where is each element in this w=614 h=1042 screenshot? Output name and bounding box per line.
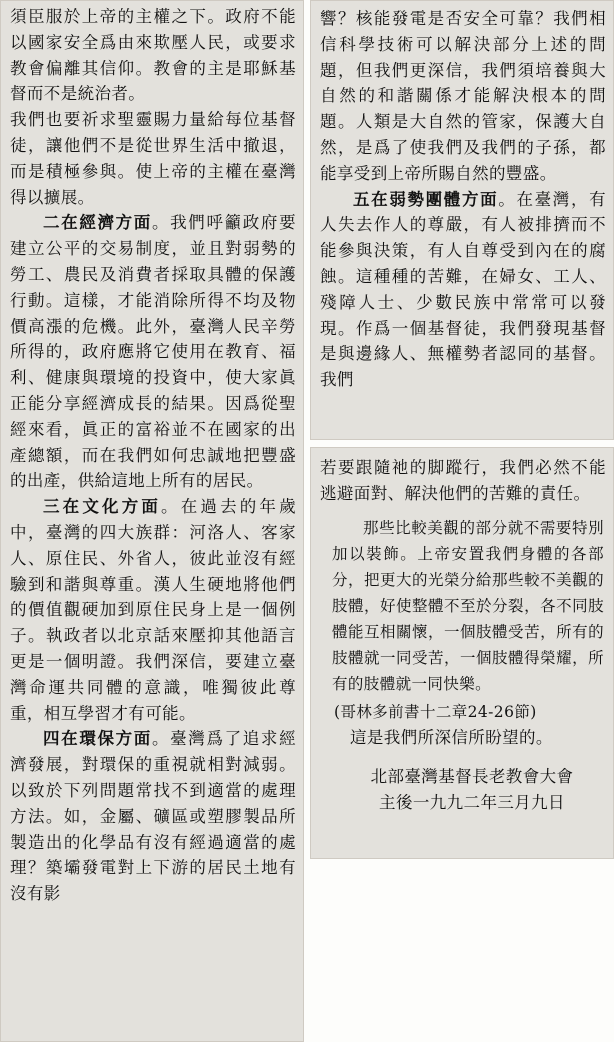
culture-body: 。在過去的年歲中，臺灣的四大族群：河洛人、客家人、原住民、外省人，彼此並沒有經驗到和諧與尊重。漢人生硬地將他們的價值觀硬加到原住民身上是一個例子。執政者以北京話來壓抑其他語言更是一個明證。我們深信，要建立臺灣命運共同體的意識，唯獨彼此尊重，相互學習才有可能。 bbox=[10, 497, 296, 723]
paragraph-prayer: 我們也要祈求聖靈賜力量給每位基督徒，讓他們不是從世界生活中撤退，而是積極參與。使上帝的主權在臺灣得以擴展。 bbox=[10, 110, 296, 207]
environment-body: 。臺灣爲了追求經濟發展，對環保的重視就相對減弱。以致於下列問題常找不到適當的處理方法。如，金屬、礦區或塑膠製品所製造出的化學品有沒有經過適當的處理？築壩發電對上下游的居民土地有沒有影 bbox=[10, 729, 296, 904]
economy-body: 。我們呼籲政府要建立公平的交易制度，並且對弱勢的勞工、農民及消費者採取具體的保護行動。這樣，才能消除所得不均及物價高漲的危機。此外，臺灣人民辛勞所得的，政府應將它使用在教育、福利、健康與環境的投資中，使大家眞正能分享經濟成長的結果。因爲從聖經來看，眞正的富裕並不在國家的出產總額，而在我們如何忠誠地把豐盛的出產，供給這地上所有的居民。 bbox=[10, 213, 296, 491]
paragraph-environment-continued: 響？核能發電是否安全可靠？我們相信科學技術可以解決部分上述的問題，但我們更深信，我們須培養與大自然的和諧關係才能解決根本的問題。人類是大自然的管家，保護大自然，是爲了使我們及我們的子孫，都能享受到上帝所賜自然的豐盛。 bbox=[320, 9, 606, 183]
vulnerable-body: 。在臺灣，有人失去作人的尊嚴，有人被排擠而不能參與決策，有人自尊受到內在的腐蝕。這種種的苦難，在婦女、工人、殘障人士、少數民族中常常可以發現。作爲一個基督徒，我們發現基督是與邊緣人、無權勢者認同的基督。我們 bbox=[320, 189, 607, 390]
right-column-top bbox=[310, 0, 614, 440]
economy-heading: 二在經濟方面 bbox=[43, 213, 152, 233]
left-column-text bbox=[0, 0, 304, 907]
paragraph-culture bbox=[0, 494, 304, 726]
right-top-text bbox=[310, 0, 614, 393]
paragraph-sovereignty: 須臣服於上帝的主權之下。政府不能以國家安全爲由來欺壓人民，或要求教會偏離其信仰。教會的主是耶穌基督而不是統治者。 bbox=[10, 7, 296, 104]
culture-heading: 三在文化方面 bbox=[43, 497, 162, 517]
paragraph-environment bbox=[0, 726, 304, 907]
paragraph-responsibility: 若要跟隨祂的脚蹤行，我們必然不能逃避面對、解決他們的苦難的責任。 bbox=[320, 458, 606, 503]
scripture-citation: (哥林多前書十二章24-26節) bbox=[334, 702, 537, 721]
signature-block bbox=[310, 764, 614, 816]
left-column bbox=[0, 0, 304, 1042]
paragraph-economy bbox=[0, 210, 304, 494]
right-column-bottom bbox=[310, 447, 614, 859]
signature-date: 主後一九九二年三月九日 bbox=[379, 793, 565, 813]
paragraph-vulnerable-groups bbox=[310, 187, 614, 393]
right-bottom-text bbox=[310, 447, 614, 816]
vulnerable-heading: 五在弱勢團體方面 bbox=[353, 189, 499, 209]
signature-organization: 北部臺灣基督長老教會大會 bbox=[370, 767, 574, 787]
clipping-gap bbox=[310, 440, 614, 447]
belief-statement: 這是我們所深信所盼望的。 bbox=[350, 727, 553, 747]
scripture-text: 那些比較美觀的部分就不需要特別加以裝飾。上帝安置我們身體的各部分，把更大的光榮分給那些較不美觀的肢體，好使整體不至於分裂，各不同肢體能互相關懷，一個肢體受苦，所有的肢體就一同受苦，一個肢體得榮耀，所有的肢體就一同快樂。 bbox=[332, 518, 604, 693]
scripture-quote bbox=[310, 515, 614, 725]
environment-heading: 四在環保方面 bbox=[43, 729, 152, 749]
